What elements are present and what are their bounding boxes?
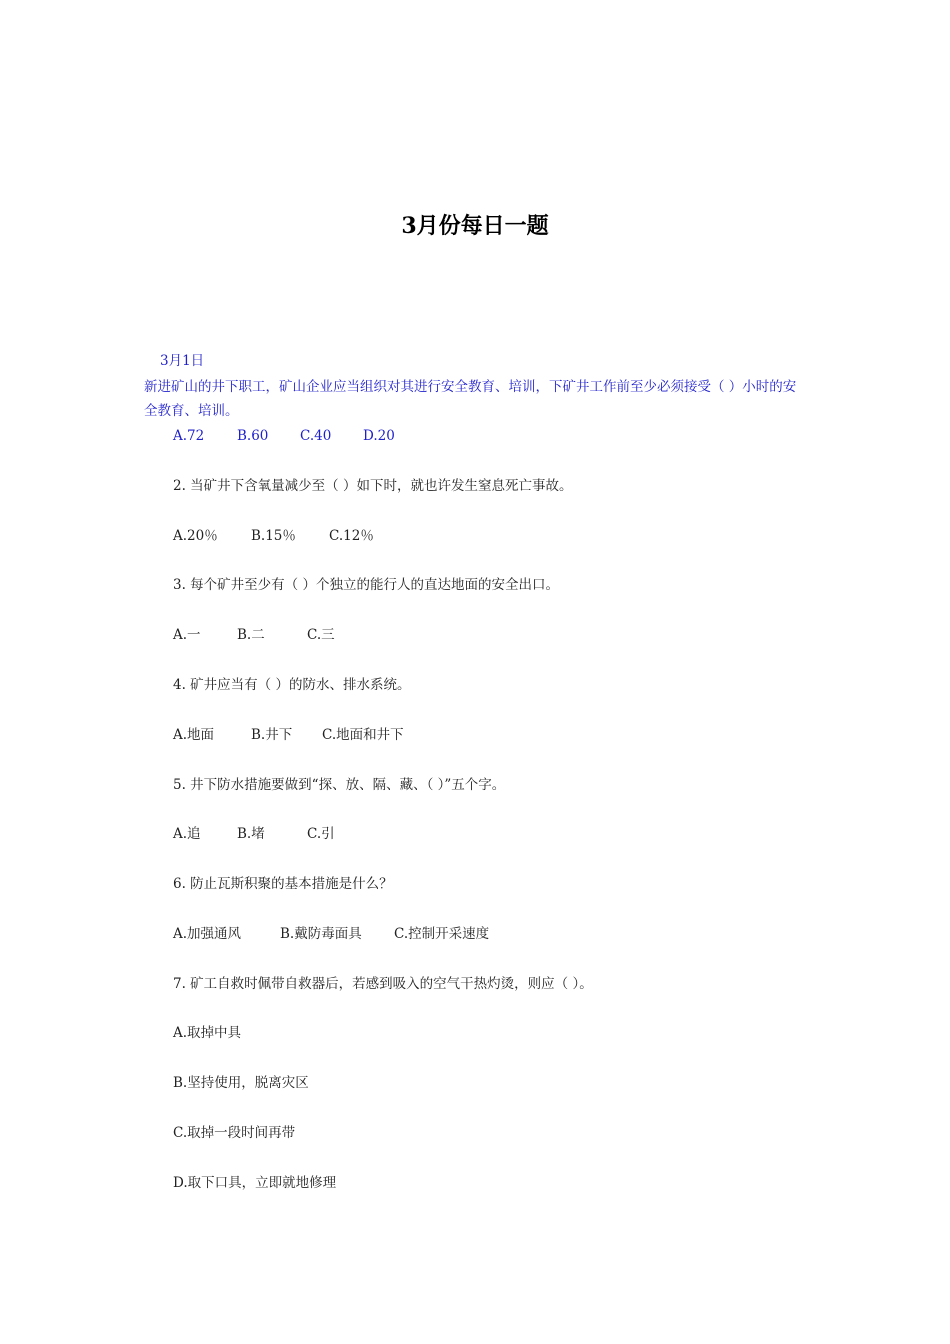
q2-option-c: C.12％	[329, 528, 374, 544]
q3-option-c: C.三	[307, 627, 335, 643]
q7-option-a: A.取掉中具	[173, 1025, 242, 1041]
question-1-options	[173, 426, 395, 446]
q3-option-b: B.二	[237, 627, 265, 643]
q2-option-b: B.15％	[251, 528, 296, 544]
question-4-text: 4. 矿井应当有（ ）的防水、排水系统。	[173, 677, 411, 693]
q4-option-a: A.地面	[173, 727, 215, 743]
q1-option-a: A.72	[173, 428, 205, 444]
q6-option-b: B.戴防毒面具	[280, 926, 362, 942]
q3-option-a: A.一	[173, 627, 201, 643]
q5-option-c: C.引	[307, 826, 335, 842]
q1-option-b: B.60	[237, 428, 269, 444]
question-6-options	[173, 924, 489, 944]
q6-option-c: C.控制开采速度	[394, 926, 490, 942]
question-3-options	[173, 625, 335, 645]
q7-option-c: C.取掉一段时间再带	[173, 1125, 296, 1141]
q2-option-a: A.20％	[173, 528, 218, 544]
date-label: 3月1日	[160, 353, 205, 369]
q7-option-b: B.坚持使用，脱离灾区	[173, 1075, 309, 1091]
question-4-options	[173, 725, 404, 745]
question-2-text: 2. 当矿井下含氧量减少至（ ）如下时，就也许发生窒息死亡事故。	[173, 478, 573, 494]
q1-option-c: C.40	[300, 428, 332, 444]
question-1-text: 新进矿山的井下职工，矿山企业应当组织对其进行安全教育、培训，下矿井工作前至少必须接受（ ）小时的安全教育、培训。	[144, 379, 797, 419]
question-6-text: 6. 防止瓦斯积聚的基本措施是什么？	[173, 876, 393, 892]
question-3-text: 3. 每个矿井至少有（ ）个独立的能行人的直达地面的安全出口。	[173, 577, 559, 593]
q6-option-a: A.加强通风	[173, 926, 242, 942]
question-7-text: 7. 矿工自救时佩带自救器后，若感到吸入的空气干热灼烫，则应（ ）。	[173, 976, 593, 992]
q4-option-c: C.地面和井下	[322, 727, 404, 743]
q7-option-d: D.取下口具，立即就地修理	[173, 1175, 337, 1191]
q5-option-b: B.堵	[237, 826, 265, 842]
q1-option-d: D.20	[363, 428, 395, 444]
question-5-text: 5. 井下防水措施要做到“探、放、隔、藏、（ ）”五个字。	[173, 777, 506, 793]
page-title: 3月份每日一题	[401, 213, 549, 239]
q4-option-b: B.井下	[251, 727, 293, 743]
question-2-options	[173, 526, 374, 546]
question-5-options	[173, 824, 335, 844]
q5-option-a: A.追	[173, 826, 201, 842]
